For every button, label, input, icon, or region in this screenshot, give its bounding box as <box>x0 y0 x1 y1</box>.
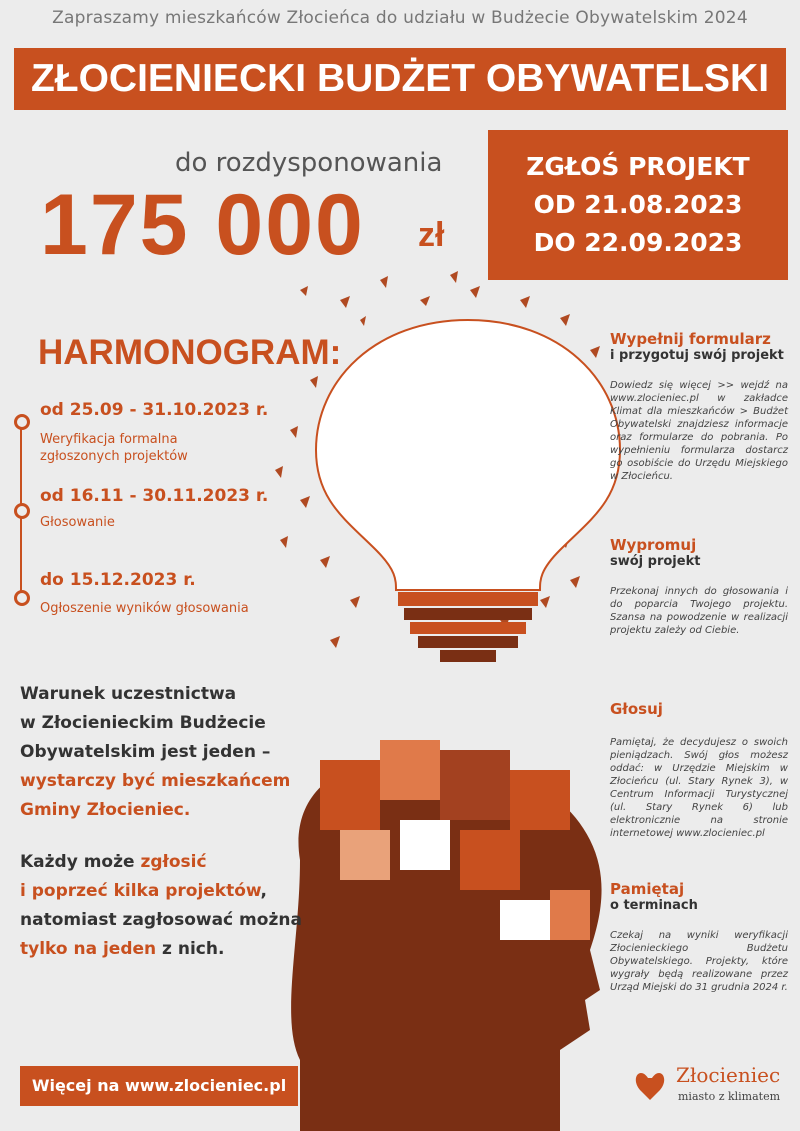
step-2-subheading: swój projekt <box>610 554 701 569</box>
schedule-title: HARMONOGRAM: <box>38 333 342 372</box>
logo-heart-icon <box>636 1073 664 1100</box>
rule-highlight: tylko na jeden <box>20 939 157 959</box>
condition-line-1: Warunek uczestnictwa <box>20 684 237 704</box>
step-1 <box>610 330 788 483</box>
submission-line-3: DO 22.09.2023 <box>533 228 743 257</box>
step-3-heading: Głosuj <box>610 700 663 718</box>
step-2-text: Przekonaj innych do głosowania i do poparcia Twojego projektu. Szansa na powodzenie w realizacji projektu zależy od Ciebie. <box>610 586 788 636</box>
page-title-banner: ZŁOCIENIECKI BUDŻET OBYWATELSKI <box>14 48 786 110</box>
budget-amount: 175 000 <box>40 177 365 273</box>
rule-text: , <box>260 881 268 901</box>
rule-line-3: natomiast zagłosować można <box>20 910 302 930</box>
invitation-line: Zapraszamy mieszkańców Złocieńca do udziału w Budżecie Obywatelskim 2024 <box>52 8 748 28</box>
rule-line-4 <box>20 935 302 964</box>
participation-condition <box>20 680 290 825</box>
step-1-heading: Wypełnij formularz <box>610 330 771 348</box>
step-4 <box>610 880 788 994</box>
schedule-date-2: od 16.11 - 30.11.2023 r. <box>40 486 269 506</box>
step-3 <box>610 700 788 840</box>
lightbulb-glass <box>316 320 620 590</box>
step-1-subheading: i przygotuj swój projekt <box>610 348 784 363</box>
schedule-event-2: Głosowanie <box>40 515 115 530</box>
rule-highlight: i poprzeć kilka projektów <box>20 881 261 901</box>
rule-text: z nich. <box>156 939 225 959</box>
step-1-text: Dowiedz się więcej >> wejdź na www.zlocieniec.pl w zakładce Klimat dla mieszkańców > Budżet Obywatelski znajdziesz informacje oraz formularze do pobrania. Po wypełnieniu formularza dostarcz go osobiście do Urzędu Miejskiego w Złocieńcu. <box>610 380 788 482</box>
timeline-dot-2 <box>14 503 30 519</box>
rule-line-2 <box>20 877 302 906</box>
condition-line-3: Obywatelskim jest jeden – <box>20 742 271 762</box>
schedule-event-1-line1: Weryfikacja formalna <box>40 432 178 447</box>
submission-line-2: OD 21.08.2023 <box>533 190 743 219</box>
condition-line-4: wystarczy być mieszkańcem <box>20 771 291 791</box>
voting-rules <box>20 848 302 964</box>
rule-text: Każdy może <box>20 852 141 872</box>
timeline-dot-3 <box>14 590 30 606</box>
schedule-event-1-line2: zgłoszonych projektów <box>40 449 188 464</box>
step-2 <box>610 536 788 637</box>
schedule-event-3: Ogłoszenie wyników głosowania <box>40 601 249 616</box>
website-link[interactable]: Więcej na www.zlocieniec.pl <box>20 1066 298 1106</box>
schedule-date-3: do 15.12.2023 r. <box>40 570 196 590</box>
step-2-heading: Wypromuj <box>610 536 697 554</box>
timeline-dot-1 <box>14 414 30 430</box>
budget-label: do rozdysponowania <box>175 148 443 178</box>
schedule-date-1: od 25.09 - 31.10.2023 r. <box>40 400 269 420</box>
step-4-heading: Pamiętaj <box>610 880 685 898</box>
lightbulb-base <box>398 592 538 662</box>
submission-line-1: ZGŁOŚ PROJEKT <box>526 152 750 181</box>
condition-line-2: w Złocienieckim Budżecie <box>20 713 266 733</box>
condition-line-5: Gminy Złocieniec. <box>20 800 191 820</box>
budget-currency: zł <box>418 216 445 254</box>
step-4-subheading: o terminach <box>610 898 698 913</box>
rule-highlight: zgłosić <box>140 852 207 872</box>
step-3-text: Pamiętaj, że decydujesz o swoich pieniądzach. Swój głos możesz oddać: w Urzędzie Miejskim w Złocieńcu (ul. Stary Rynek 3), w Centrum Informacji Turystycznej (ul. Stary Rynek 6) lub elektronicznie na stronie internetowej www.zlocieniec.pl <box>610 737 788 839</box>
rule-line-1 <box>20 848 302 877</box>
step-4-text: Czekaj na wyniki weryfikacji Złocienieckiego Budżetu Obywatelskiego. Projekty, które wygrały będą realizowane przez Urząd Miejski do 31 grudnia 2024 r. <box>610 930 788 993</box>
logo-tagline: miasto z klimatem <box>678 1090 781 1103</box>
logo-name: Złocieniec <box>676 1063 781 1087</box>
